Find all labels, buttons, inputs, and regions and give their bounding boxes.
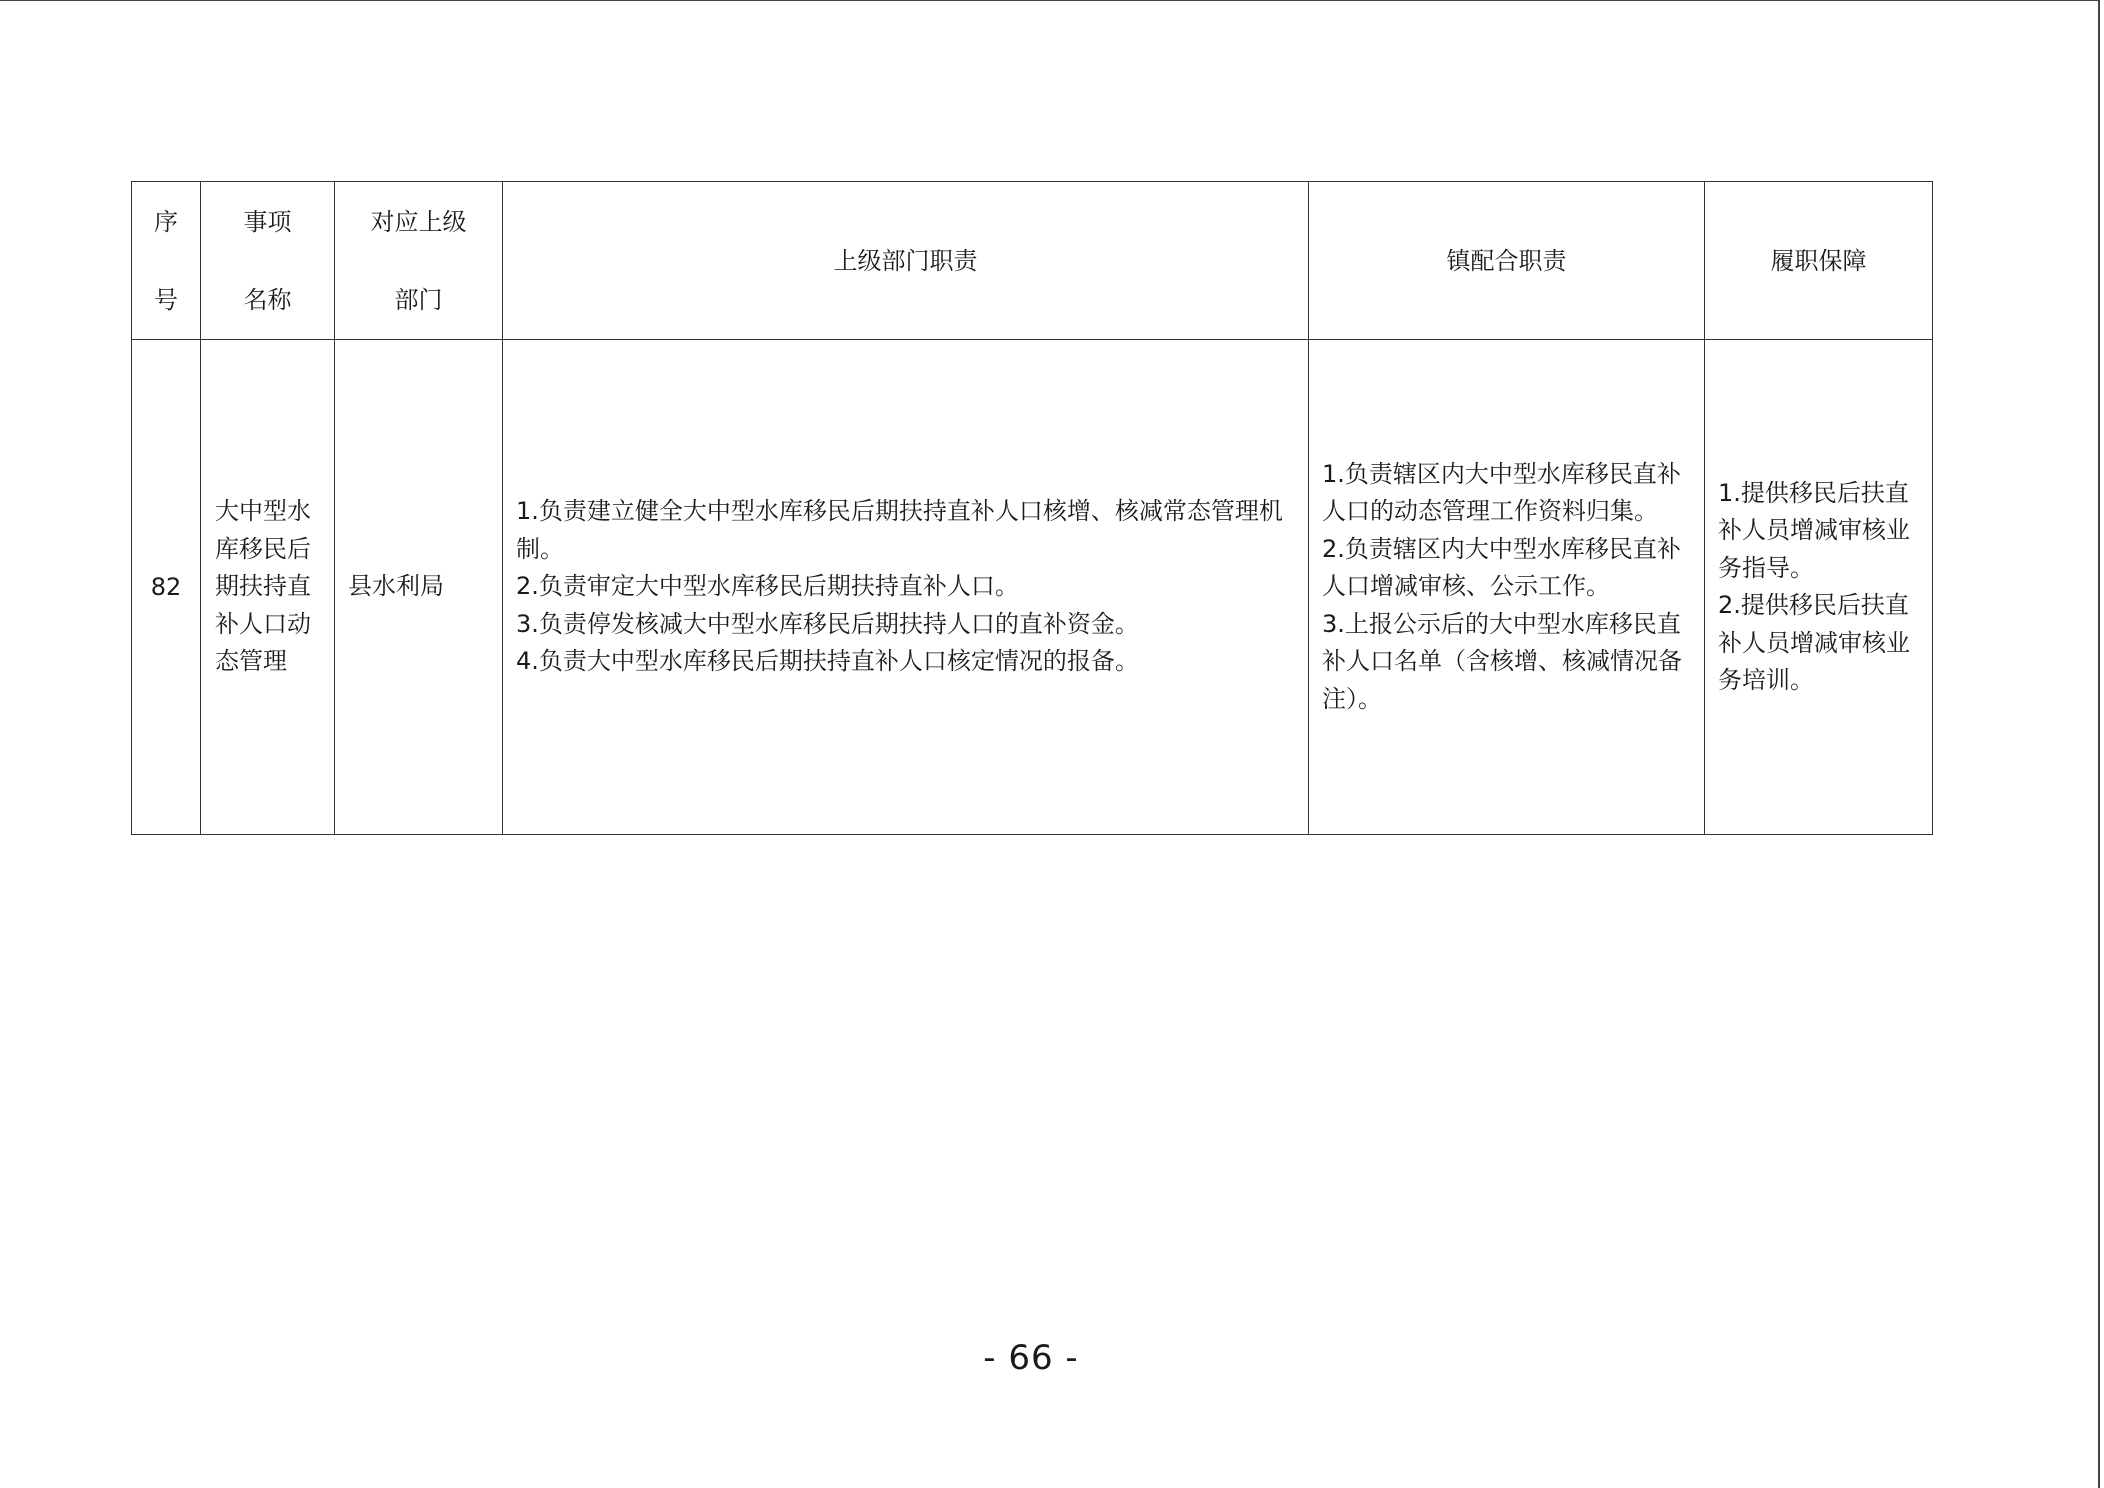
row-guarantee <box>1705 340 1933 835</box>
guarantee-item: 1.提供移民后扶直补人员增减审核业务指导。 <box>1718 478 1910 582</box>
table-row <box>132 340 1933 835</box>
town-duty-item: 2.负责辖区内大中型水库移民直补人口增减审核、公示工作。 <box>1322 534 1681 601</box>
superior-duty-item: 4.负责大中型水库移民后期扶持直补人口核定情况的报备。 <box>516 647 1139 676</box>
header-index-line2: 号 <box>154 285 178 314</box>
duty-table <box>131 181 1933 835</box>
row-superior-dept: 县水利局 <box>335 340 503 835</box>
row-item-name: 大中型水库移民后期扶持直补人口动态管理 <box>201 340 335 835</box>
header-row <box>132 182 1933 340</box>
header-index <box>132 182 201 340</box>
header-guarantee: 履职保障 <box>1705 182 1933 340</box>
header-superior-duties: 上级部门职责 <box>503 182 1309 340</box>
header-superior-dept-line2: 部门 <box>394 285 443 314</box>
town-duty-item: 3.上报公示后的大中型水库移民直补人口名单（含核增、核减情况备注）。 <box>1322 609 1682 713</box>
header-item-name-line1: 事项 <box>243 207 292 236</box>
town-duty-item: 1.负责辖区内大中型水库移民直补人口的动态管理工作资料归集。 <box>1322 459 1681 526</box>
header-item-name <box>201 182 335 340</box>
row-superior-duties <box>503 340 1309 835</box>
superior-duty-item: 1.负责建立健全大中型水库移民后期扶持直补人口核增、核减常态管理机制。 <box>516 497 1283 563</box>
header-superior-dept-line1: 对应上级 <box>370 207 467 236</box>
page-number: - 66 - <box>983 1338 1079 1378</box>
header-superior-dept <box>335 182 503 340</box>
header-item-name-line2: 名称 <box>243 285 292 314</box>
row-index: 82 <box>132 340 201 835</box>
header-index-line1: 序 <box>154 207 178 236</box>
guarantee-item: 2.提供移民后扶直补人员增减审核业务培训。 <box>1718 591 1910 694</box>
superior-duty-item: 3.负责停发核减大中型水库移民后期扶持人口的直补资金。 <box>516 609 1139 638</box>
row-town-duties <box>1309 340 1705 835</box>
superior-duty-item: 2.负责审定大中型水库移民后期扶持直补人口。 <box>516 572 1019 601</box>
header-town-duties: 镇配合职责 <box>1309 182 1705 340</box>
